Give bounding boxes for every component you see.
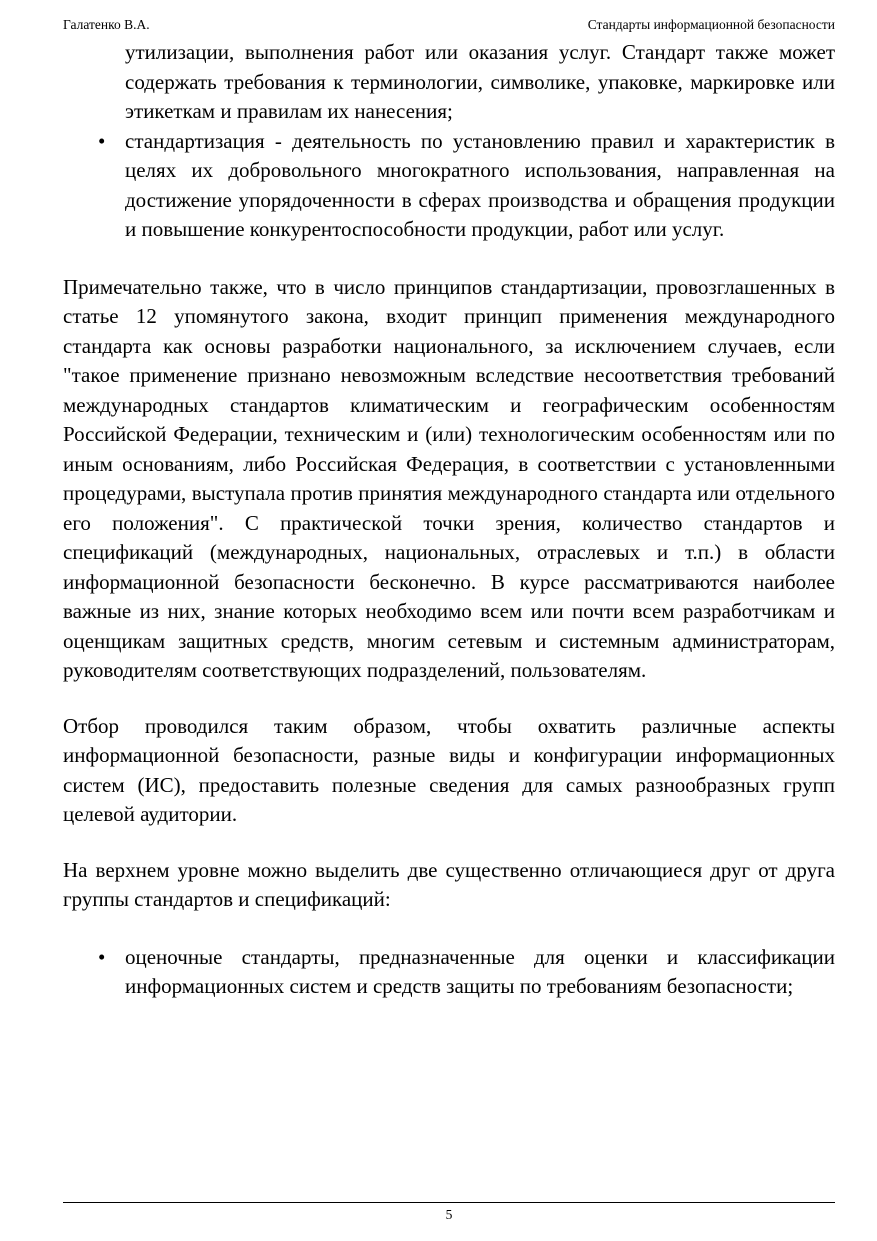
page-body <box>63 38 835 1002</box>
paragraph-principles: Примечательно также, что в число принципов стандартизации, провозглашенных в статье 12 упомянутого закона, входит принцип применения международного стандарта как основы разработки национального, за исключением случаев, если "такое применение признано невозможным вследствие несоответствия требований международных стандартов климатическим и географическим особенностям Российской Федерации, техническим и (или) технологическим особенностям или по иным основаниям, либо Российская Федерация, в соответствии с установленными процедурами, выступала против принятия международного стандарта или отдельного его положения". С практической точки зрения, количество стандартов и спецификаций (международных, национальных, отраслевых и т.п.) в области информационной безопасности бесконечно. В курсе рассматриваются наиболее важные из них, знание которых необходимо всем или почти всем разработчикам и оценщикам защитных средств, многим сетевым и системным администраторам, руководителям соответствующих подразделений, пользователям. <box>63 274 835 682</box>
paragraph-groups: На верхнем уровне можно выделить две существенно отличающиеся друг от друга группы стандартов и спецификаций: <box>63 857 835 911</box>
page-number: 5 <box>445 1207 453 1222</box>
page-header <box>63 16 835 34</box>
list-item-evaluation <box>63 943 835 1002</box>
list-item-continuation <box>63 38 835 127</box>
list-item-text: оценочные стандарты, предназначенные для оценки и классификации информационных систем и средств защиты по требованиям безопасности; <box>125 944 835 998</box>
list-item-standardization <box>63 127 835 245</box>
bullet-icon: • <box>98 944 106 969</box>
list-item-text: утилизации, выполнения работ или оказания услуг. Стандарт также может содержать требования к терминологии, символике, упаковке, маркировке или этикеткам и правилам их нанесения; <box>125 40 835 123</box>
header-document-title: Стандарты информационной безопасности <box>587 17 835 32</box>
footer-divider <box>63 1202 835 1203</box>
paragraph-selection: Отбор проводился таким образом, чтобы охватить различные аспекты информационной безопасности, разные виды и конфигурации информационных систем (ИС), предоставить полезные сведения для самых разнообразных групп целевой аудитории. <box>63 713 835 826</box>
list-item-text: стандартизация - деятельность по установлению правил и характеристик в целях их добровольного многократного использования, направленная на достижение упорядоченности в сферах производства и обращения продукции и повышение конкурентоспособности продукции, работ или услуг. <box>125 128 835 241</box>
bullet-icon: • <box>98 128 106 153</box>
header-author: Галатенко В.А. <box>63 17 150 32</box>
